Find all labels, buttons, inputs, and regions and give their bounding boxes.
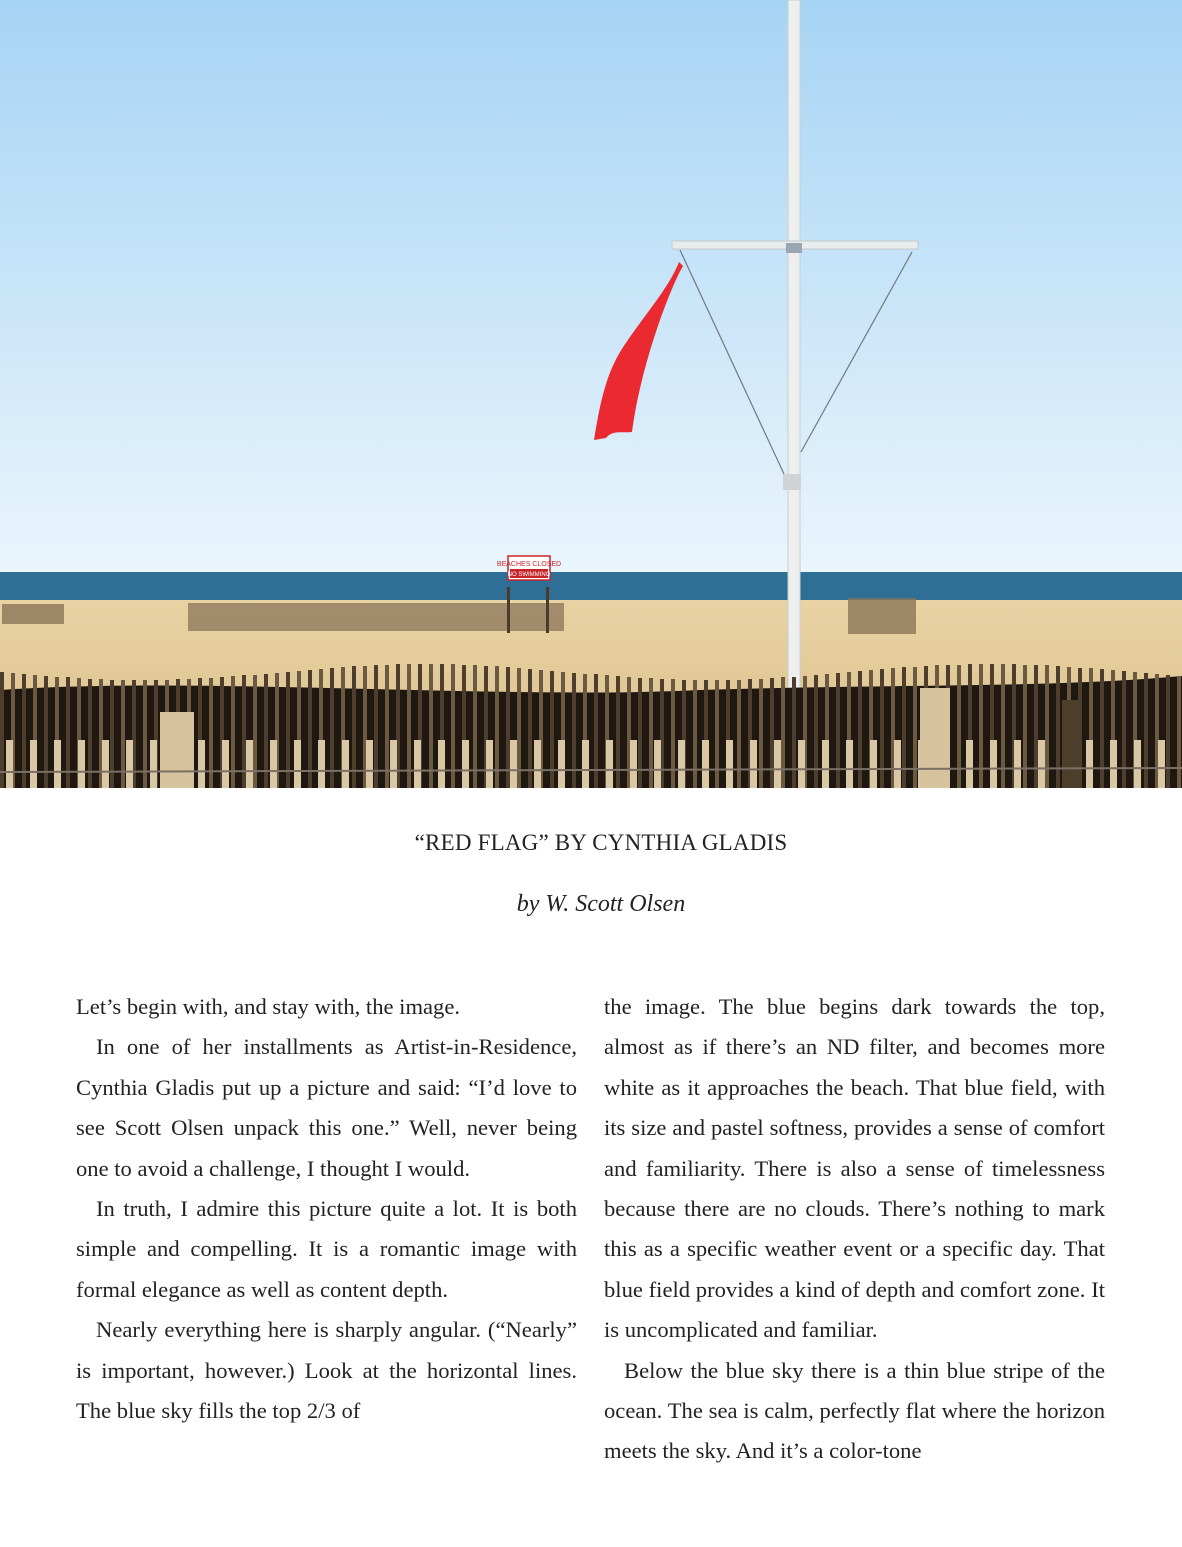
fence-slat (374, 665, 378, 788)
fence-slat (1023, 665, 1027, 788)
sign-line-1: BEACHES CLOSED (496, 561, 562, 568)
fence-picket (774, 740, 781, 788)
fence-slat (0, 672, 4, 788)
fence-slat (407, 664, 411, 788)
fence-picket (582, 740, 589, 788)
fence-picket (798, 740, 805, 788)
fence-slat (1034, 665, 1038, 788)
fence-slat (814, 675, 818, 788)
fence-slat (1045, 665, 1049, 788)
fence-picket (390, 740, 397, 788)
fence-slat (451, 664, 455, 788)
paragraph: Let’s begin with, and stay with, the image. (76, 994, 461, 1019)
fence-slat (649, 678, 653, 788)
fence-picket (150, 740, 157, 788)
fence-picket (870, 740, 877, 788)
fence-slat (22, 674, 26, 788)
article-column-right (604, 987, 1105, 1472)
fence-slat (858, 671, 862, 788)
fence-picket (678, 740, 685, 788)
fence-slat (715, 680, 719, 788)
fence-picket (6, 740, 13, 788)
fence-picket (1134, 740, 1141, 788)
fence-picket (222, 740, 229, 788)
fence-picket (894, 740, 901, 788)
ocean (0, 572, 1182, 602)
fence-slat (836, 673, 840, 788)
paragraph: Below the blue sky there is a thin blue stripe of the ocean. The sea is calm, perfectly flat where the horizon meets the sky. And it’s a color-tone (604, 1357, 1105, 1464)
fence-slat (781, 677, 785, 788)
fence-picket (126, 740, 133, 788)
fence-slat (671, 679, 675, 788)
fence-picket (846, 740, 853, 788)
fence-slat (693, 680, 697, 788)
fence-picket (630, 740, 637, 788)
fence-picket (726, 740, 733, 788)
fence-slat (1056, 666, 1060, 788)
fence-picket (1038, 740, 1045, 788)
fence-picket (558, 740, 565, 788)
fence-picket (966, 740, 973, 788)
fence-picket (654, 740, 661, 788)
fence-slat (352, 666, 356, 788)
fence-picket (510, 740, 517, 788)
fence-slat (429, 664, 433, 788)
fence-picket (342, 740, 349, 788)
fence-picket (606, 740, 613, 788)
fence-picket (246, 740, 253, 788)
fence-slat (1100, 669, 1104, 788)
fence-picket (198, 740, 205, 788)
fence-slat (770, 678, 774, 788)
article-byline: by W. Scott Olsen (516, 891, 686, 917)
fence-picket (702, 740, 709, 788)
fence-picket (1158, 740, 1165, 788)
fence-picket (822, 740, 829, 788)
paragraph: In one of her installments as Artist-in-Residence, Cynthia Gladis put up a picture and said: “I’d love to see Scott Olsen unpack this one.” Well, never being one to avoid a challenge, I thought I would. (76, 1034, 577, 1181)
fence-picket (414, 740, 421, 788)
paragraph: In truth, I admire this picture quite a lot. It is both simple and compelling. It is a romantic image with formal elegance as well as content depth. (76, 1196, 577, 1302)
fence-slat (737, 680, 741, 788)
fence-slat (880, 669, 884, 788)
fence-picket (1110, 740, 1117, 788)
article-title: “RED FLAG” BY CYNTHIA GLADIS (414, 830, 788, 855)
fence-picket (30, 740, 37, 788)
fence-slat (1122, 671, 1126, 788)
fence-picket (102, 740, 109, 788)
paragraph: Nearly everything here is sharply angular. (“Nearly” is important, however.) Look at the horizontal lines. The blue sky fills the top 2/3 of (76, 1317, 577, 1424)
sky (0, 0, 1182, 572)
fence-picket (534, 740, 541, 788)
fence-picket (486, 740, 493, 788)
fence-picket (54, 740, 61, 788)
fence-slat (1166, 675, 1170, 788)
fence-picket (294, 740, 301, 788)
fence-slat (385, 665, 389, 788)
fence-slat (759, 679, 763, 788)
paragraph: the image. The blue begins dark towards the top, almost as if there’s an ND filter, and becomes more white as it approaches the beach. That blue field, with its size and pastel softness, provides a sense of comfort and familiarity. There is also a sense of timelessness because there are no clouds. There’s nothing to mark this as a specific weather event or a specific day. That blue field provides a kind of depth and comfort zone. It is uncomplicated and familiar. (604, 994, 1105, 1343)
fence-picket (78, 740, 85, 788)
fence-picket (366, 740, 373, 788)
fence-slat (792, 677, 796, 788)
fence-slat (616, 676, 620, 788)
fence-slat (638, 678, 642, 788)
fence-picket (750, 740, 757, 788)
fence-picket (1086, 740, 1093, 788)
fence-slat (1144, 673, 1148, 788)
fence-picket (1014, 740, 1021, 788)
fence-picket (990, 740, 997, 788)
fence-picket (462, 740, 469, 788)
fence-picket (438, 740, 445, 788)
fence-slat (1177, 676, 1181, 788)
sign-line-2: NO SWIMMING (507, 572, 551, 578)
fence-picket (270, 740, 277, 788)
article-column-left (76, 987, 577, 1431)
fence-picket (318, 740, 325, 788)
